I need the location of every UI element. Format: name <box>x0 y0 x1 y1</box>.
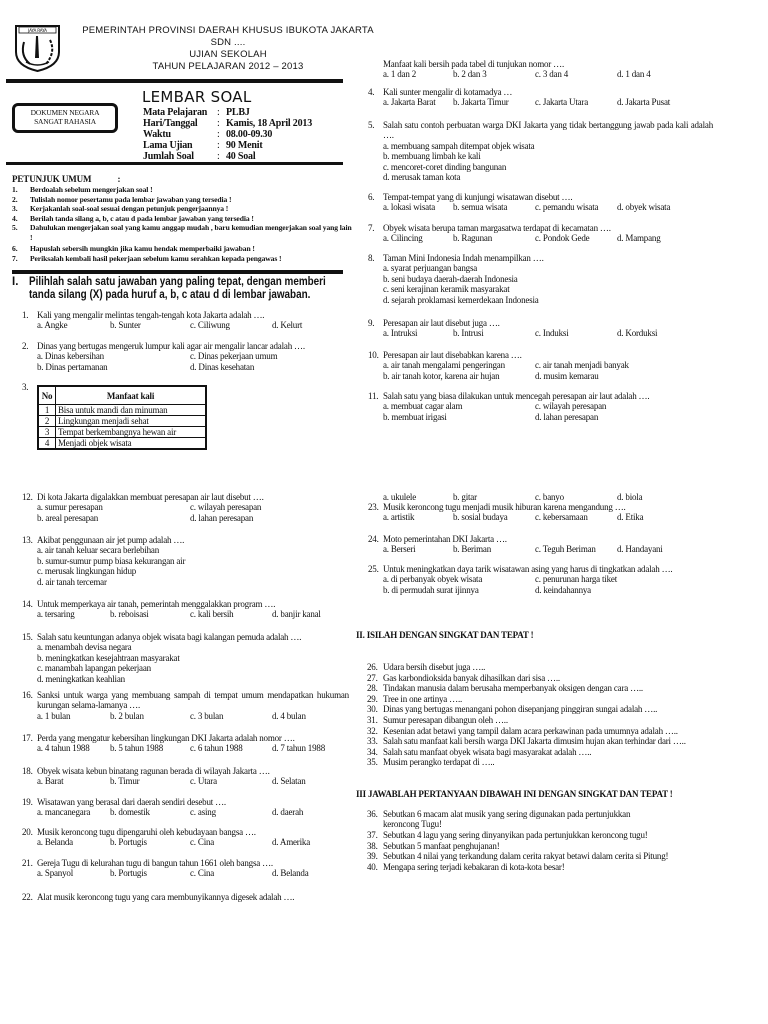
answer-option: d. air tanah tercemar <box>37 576 107 587</box>
header-line-4: TAHUN PELAJARAN 2012 – 2013 <box>152 61 304 72</box>
answer-option: d. Handayani <box>617 544 663 555</box>
essay-question: Sumur peresapan dibangun oleh ….. <box>383 715 508 725</box>
answer-option: c. Teguh Beriman <box>535 544 596 555</box>
question-number: 9. <box>368 318 375 328</box>
answer-option: c. 3 bulan <box>190 710 224 721</box>
table-row <box>38 438 206 450</box>
table-cell-no: 3 <box>38 427 56 438</box>
instruction-number: 6. <box>12 244 18 253</box>
essay-number: 39. <box>367 851 378 861</box>
field-label: Hari/Tanggal <box>143 118 198 129</box>
answer-option: b. 2 bulan <box>110 710 144 721</box>
answer-option: b. Sunter <box>110 320 141 331</box>
table-header-no: No <box>38 386 56 405</box>
question-number: 5. <box>368 120 375 130</box>
table-row <box>38 405 206 416</box>
secret-document-box <box>12 103 118 133</box>
essay-number: 34. <box>367 746 378 757</box>
question-text: Taman Mini Indonesia Indah menampilkan …. <box>383 253 544 263</box>
essay-question: Tree in one artinya ….. <box>383 693 463 704</box>
answer-option: a. Spanyol <box>37 868 73 879</box>
question-text: Salah satu contoh perbuatan warga DKI Jakarta yang tidak bertanggung jawab pada kali adalah …. <box>383 120 713 140</box>
answer-option: c. 6 tahun 1988 <box>190 743 243 754</box>
field-value: 40 Soal <box>226 151 256 162</box>
question-number: 2. <box>22 341 29 351</box>
table-cell-no: 2 <box>38 416 56 427</box>
answer-option: b. Jakarta Timur <box>453 97 509 108</box>
question-number: 19. <box>22 797 33 807</box>
question-number: 17. <box>22 733 33 743</box>
answer-option: a. 4 tahun 1988 <box>37 743 90 754</box>
table-row <box>38 416 206 427</box>
answer-option: b. semua wisata <box>453 202 508 213</box>
section-1-number: I. <box>12 276 19 288</box>
essay-question: Mengapa sering terjadi kebakaran di kota-kota besar! <box>383 862 565 872</box>
essay-number: 29. <box>367 693 378 704</box>
table-cell-no: 1 <box>38 405 56 416</box>
answer-option: c. Induksi <box>535 328 569 339</box>
answer-option: b. reboisasi <box>110 609 149 620</box>
answer-option: b. 5 tahun 1988 <box>110 743 163 754</box>
question-text: Kali sunter mengalir di kotamadya … <box>383 87 513 97</box>
question-number: 12. <box>22 492 33 502</box>
essay-number: 33. <box>367 736 378 747</box>
question-number: 1. <box>22 310 29 320</box>
answer-option: a. Angke <box>37 320 68 331</box>
answer-option: a. air tanah keluar secara berlebihan <box>37 545 160 556</box>
answer-option: b. meningkatkan kesejahtraan masyarakat <box>37 652 180 663</box>
field-colon: : <box>217 118 220 129</box>
answer-option: d. Selatan <box>272 776 306 787</box>
answer-option: b. membuang limbah ke kali <box>383 151 481 162</box>
essay-number: 35. <box>367 757 378 768</box>
field-colon: : <box>217 107 220 118</box>
manfaat-kali-table <box>37 385 207 450</box>
instruction-item: Kerjakanlah soal-soal sesuai dengan petunjuk pengerjaannya ! <box>30 204 229 213</box>
question-text: Kali yang mengalir melintas tengah-tengah kota Jakarta adalah …. <box>37 310 265 320</box>
question-number: 15. <box>22 632 33 642</box>
instruction-item: Berdoalah sebelum mengerjakan soal ! <box>30 185 153 194</box>
instructions-colon: : <box>117 174 121 184</box>
answer-option: a. Cilincing <box>383 233 423 244</box>
section-1-line-2: tanda silang (X) pada huruf a, b, c atau d di lembar jawaban. <box>29 289 311 301</box>
question-number: 22. <box>22 892 33 902</box>
essay-number: 37. <box>367 830 378 840</box>
question-number: 24. <box>368 534 379 544</box>
answer-option: d. 4 bulan <box>272 710 306 721</box>
question-text: Manfaat kali bersih pada tabel di tunjukan nomor …. <box>383 59 564 69</box>
answer-option: a. di perbanyak obyek wisata <box>383 574 483 585</box>
answer-option: c. wilayah peresapan <box>535 401 607 412</box>
answer-option: c. penurunan harga tiket <box>535 574 618 585</box>
answer-option: d. banjir kanal <box>272 609 321 620</box>
instructions-divider <box>12 270 343 274</box>
question-number: 21. <box>22 858 33 868</box>
answer-option: b. Portugis <box>110 868 147 879</box>
answer-option: a. Belanda <box>37 837 73 848</box>
answer-option: c. Utara <box>190 776 217 787</box>
answer-option: b. Dinas pertamanan <box>37 361 108 372</box>
answer-option: b. seni budaya daerah-daerah Indonesia <box>383 273 518 284</box>
instruction-number: 3. <box>12 204 18 213</box>
answer-option: b. Timur <box>110 776 140 787</box>
answer-option: d. Mampang <box>617 233 661 244</box>
table-cell-manfaat: Tempat berkembangnya hewan air <box>56 427 207 438</box>
question-number: 8. <box>368 253 375 263</box>
secret-box-line-1: DOKUMEN NEGARA <box>30 108 100 117</box>
answer-option: a. 1 dan 2 <box>383 69 416 80</box>
instruction-item: Tulislah nomor pesertamu pada lembar jawaban yang tersedia ! <box>30 195 232 204</box>
answer-option: c. Jakarta Utara <box>535 97 589 108</box>
essay-question: Salah satu manfaat obyek wisata bagi masyarakat adalah ….. <box>383 746 592 757</box>
question-text: Wisatawan yang berasal dari daerah sendiri desebut …. <box>37 797 226 807</box>
field-colon: : <box>217 151 220 162</box>
question-text: Perda yang mengatur kebersihan lingkungan DKI Jakarta adalah nomor …. <box>37 733 295 743</box>
answer-option: d. sejarah proklamasi kemerdekaan Indonesia <box>383 294 539 305</box>
question-text: Sanksi untuk warga yang membuang sampah di tempat umum mendapatkan hukuman kurungan selama-lamanya …. <box>37 690 349 710</box>
question-text: Tempat-tempat yang di kunjungi wisatawan disebut …. <box>383 192 573 202</box>
section-1-heading <box>12 276 374 302</box>
table-cell-no: 4 <box>38 438 56 450</box>
instruction-number: 7. <box>12 254 18 263</box>
field-value: 08.00-09.30 <box>226 129 273 140</box>
table-cell-manfaat: Lingkungan menjadi sehat <box>56 416 207 427</box>
field-value: PLBJ <box>226 107 250 118</box>
answer-option: d. 7 tahun 1988 <box>272 743 325 754</box>
fields-divider <box>6 162 343 165</box>
question-text: Untuk memperkaya air tanah, pemerintah menggalakkan program …. <box>37 599 276 609</box>
answer-option: a. 1 bulan <box>37 710 71 721</box>
answer-option: d. keindahannya <box>535 584 591 595</box>
essay-question: Musim perangko terdapat di ….. <box>383 757 495 768</box>
essay-question: Kesenian adat betawi yang tampil dalam acara perkawinan pada umumnya adalah ….. <box>383 725 678 736</box>
answer-option: d. merusak taman kota <box>383 172 461 182</box>
answer-option: c. wilayah peresapan <box>190 502 262 513</box>
field-label: Waktu <box>143 129 171 140</box>
answer-option: c. Cina <box>190 868 215 879</box>
question-text: Di kota Jakarta digalakkan membuat peresapan air laut disebut …. <box>37 492 264 502</box>
essay-question: Tindakan manusia dalam berusaha memperbanyak oksigen dengan cara ….. <box>383 683 643 694</box>
answer-option: c. asing <box>190 807 216 818</box>
svg-text:JAYA RAYA: JAYA RAYA <box>28 28 47 33</box>
essay-question-continued: keroncong Tugu! <box>383 819 442 830</box>
essay-question: Gas karbondioksida banyak dihasilkan dari sisa ….. <box>383 672 560 683</box>
answer-option: c. manambah lapangan pekerjaan <box>37 663 151 674</box>
table-header-manfaat: Manfaat kali <box>56 386 207 405</box>
field-label: Jumlah Soal <box>143 151 194 162</box>
answer-option: d. lahan peresapan <box>535 411 599 422</box>
question-number: 13. <box>22 535 33 545</box>
answer-option: a. menambah devisa negara <box>37 642 132 653</box>
field-colon: : <box>217 129 220 140</box>
answer-option: b. gitar <box>453 492 477 502</box>
answer-option: a. ukulele <box>383 492 416 502</box>
table-cell-manfaat: Bisa untuk mandi dan minuman <box>56 405 207 416</box>
answer-option: a. sumur peresapan <box>37 502 103 513</box>
question-number: 10. <box>368 350 379 360</box>
instruction-number: 4. <box>12 214 18 223</box>
answer-option: b. Intrusi <box>453 328 484 339</box>
answer-option: b. Portugis <box>110 837 147 848</box>
essay-question: Sebutkan 4 lagu yang sering dinyanyikan pada pertunjukkan keroncong tugu! <box>383 830 648 840</box>
instruction-number: 2. <box>12 195 18 204</box>
question-number: 25. <box>368 564 379 574</box>
answer-option: a. artistik <box>383 512 415 523</box>
instructions-title <box>12 175 120 185</box>
question-number: 16. <box>22 690 33 700</box>
instruction-item: Periksalah kembali hasil pekerjaan sebelum kamu serahkan kepada pengawas ! <box>30 254 282 263</box>
answer-option: d. musim kemarau <box>535 370 599 381</box>
instruction-number: 1. <box>12 185 18 194</box>
answer-option: c. pemandu wisata <box>535 202 599 213</box>
answer-option: a. Intruksi <box>383 328 418 339</box>
answer-option: d. Dinas kesehatan <box>190 361 255 372</box>
answer-option: d. daerah <box>272 807 304 818</box>
question-text: Salah satu yang biasa dilakukan untuk mencegah peresapan air laut adalah …. <box>383 391 650 401</box>
answer-option: a. mancanegara <box>37 807 91 818</box>
answer-option: d. obyek wisata <box>617 202 671 213</box>
question-number: 4. <box>368 87 375 97</box>
question-number: 3. <box>22 382 29 392</box>
question-text: Musik keroncong tugu menjadi musik hiburan karena mengandung …. <box>383 502 626 512</box>
essay-number: 30. <box>367 704 378 715</box>
answer-option: a. Barat <box>37 776 64 787</box>
essay-question: Udara bersih disebut juga ….. <box>383 662 486 672</box>
answer-option: d. Etika <box>617 512 644 523</box>
question-number: 14. <box>22 599 33 609</box>
answer-option: c. seni kerajinan keramik masyarakat <box>383 284 510 295</box>
field-label: Mata Pelajaran <box>143 107 208 118</box>
answer-option: c. mencoret-coret dinding bangunan <box>383 161 507 172</box>
field-value: Kamis, 18 April 2013 <box>226 118 313 129</box>
question-text: Peresapan air laut disebut juga …. <box>383 318 500 328</box>
answer-option: c. Cina <box>190 837 215 848</box>
question-number: 20. <box>22 827 33 837</box>
answer-option: d. Kelurt <box>272 320 303 331</box>
essay-question: Dinas yang bertugas menangani pohon disepanjang pinggiran sungai adalah ….. <box>383 704 658 715</box>
question-number: 7. <box>368 223 375 233</box>
section-3-heading: III JAWABLAH PERTANYAAN DIBAWAH INI DENGAN SINGKAT DAN TEPAT ! <box>356 789 673 799</box>
question-text: Dinas yang bertugas mengeruk lumpur kali agar air mengalir lancar adalah …. <box>37 341 305 351</box>
header-line-2: SDN .... <box>210 37 246 48</box>
answer-option: b. membuat irigasi <box>383 411 447 422</box>
answer-option: c. 3 dan 4 <box>535 69 568 80</box>
answer-option: b. 2 dan 3 <box>453 69 487 80</box>
question-text: Gereja Tugu di kelurahan tugu di bangun tahun 1661 oleh bangsa …. <box>37 858 273 868</box>
essay-number: 38. <box>367 841 378 851</box>
answer-option: b. di permudah surat ijinnya <box>383 584 479 595</box>
essay-number: 28. <box>367 683 378 694</box>
section-1-line-1: Pilihlah salah satu jawaban yang paling tepat, dengan memberi <box>29 276 326 288</box>
jakarta-crest-logo <box>14 22 61 72</box>
header-divider <box>6 79 343 83</box>
instruction-item: Berilah tanda silang a, b, c atau d pada lembar jawaban yang tersedia ! <box>30 214 254 223</box>
answer-option: b. domestik <box>110 807 150 818</box>
answer-option: a. Jakarta Barat <box>383 97 436 108</box>
answer-option: d. Amerika <box>272 837 310 848</box>
question-text: Obyek wisata berupa taman margasatwa terdapat di kecamatan …. <box>383 223 611 233</box>
question-number: 11. <box>368 391 379 401</box>
instruction-item: Dahulukan mengerjakan soal yang kamu anggap mudah , baru kemudian mengerjakan soal yang lain ! <box>30 223 352 242</box>
answer-option: d. lahan peresapan <box>190 512 254 523</box>
question-number: 23. <box>368 502 379 512</box>
answer-option: c. Ciliwung <box>190 320 230 331</box>
question-text: Obyek wisata kebun binatang ragunan berada di wilayah Jakarta …. <box>37 766 270 776</box>
answer-option: c. Pondok Gede <box>535 233 590 244</box>
question-number: 6. <box>368 192 375 202</box>
essay-number: 40. <box>367 862 378 872</box>
essay-number: 32. <box>367 725 378 736</box>
answer-option: c. banyo <box>535 492 564 502</box>
answer-option: d. 1 dan 4 <box>617 69 651 80</box>
answer-option: a. lokasi wisata <box>383 202 436 213</box>
header-line-1: PEMERINTAH PROVINSI DAERAH KHUSUS IBUKOTA JAKARTA <box>82 25 374 36</box>
question-text: Alat musik keroncong tugu yang cara membunyikannya digesek adalah …. <box>37 892 295 902</box>
answer-option: b. areal peresapan <box>37 512 99 523</box>
essay-number: 26. <box>367 662 378 672</box>
answer-option: b. sumur-sumur pump biasa kekurangan air <box>37 555 186 566</box>
essay-number: 31. <box>367 715 378 725</box>
instruction-item: Hapuslah sebersih mungkin jika kamu hendak memperbaiki jawaban ! <box>30 244 255 253</box>
essay-question: Salah satu manfaat kali bersih warga DKI Jakarta dimusim hujan akan terhindar dari ….. <box>383 736 686 747</box>
answer-option: b. air tanah kotor, karena air hujan <box>383 370 500 381</box>
answer-option: a. syarat perjuangan bangsa <box>383 263 478 274</box>
secret-box-line-2: SANGAT RAHASIA <box>34 117 96 126</box>
answer-option: d. Korduksi <box>617 328 658 339</box>
answer-option: a. Dinas kebersihan <box>37 351 104 362</box>
answer-option: b. Beriman <box>453 544 491 555</box>
question-text: Musik keroncong tugu dipengaruhi oleh kebudayaan bangsa …. <box>37 827 256 837</box>
answer-option: a. air tanah mengalami pengeringan <box>383 360 505 371</box>
question-text: Untuk meningkatkan daya tarik wisatawan asing yang harus di tingkatkan adalah …. <box>383 564 673 574</box>
question-number: 18. <box>22 766 33 776</box>
answer-option: a. membuang sampah ditempat objek wisata <box>383 140 535 151</box>
question-text: Salah satu keuntungan adanya objek wisata bagi kalangan pemuda adalah …. <box>37 632 302 642</box>
section-2-heading: II. ISILAH DENGAN SINGKAT DAN TEPAT ! <box>356 630 534 640</box>
question-text: Moto pemerintahan DKI Jakarta …. <box>383 534 507 544</box>
answer-option: c. kebersamaan <box>535 512 588 523</box>
answer-option: d. biola <box>617 492 643 502</box>
sheet-title: LEMBAR SOAL <box>142 88 252 106</box>
essay-number: 27. <box>367 672 378 683</box>
table-cell-manfaat: Menjadi objek wisata <box>56 438 207 450</box>
essay-number: 36. <box>367 809 378 819</box>
table-row <box>38 427 206 438</box>
field-colon: : <box>217 140 220 151</box>
field-value: 90 Menit <box>226 140 263 151</box>
answer-option: d. Belanda <box>272 868 309 879</box>
answer-option: d. Jakarta Pusat <box>617 97 671 108</box>
instruction-number: 5. <box>12 223 18 232</box>
answer-option: c. kali bersih <box>190 609 234 620</box>
header-line-3: UJIAN SEKOLAH <box>189 49 267 60</box>
answer-option: d. meningkatkan keahlian <box>37 673 125 684</box>
answer-option: a. Berseri <box>383 544 416 555</box>
answer-option: a. tersaring <box>37 609 75 620</box>
answer-option: c. air tanah menjadi banyak <box>535 360 629 371</box>
answer-option: b. sosial budaya <box>453 512 508 523</box>
answer-option: b. Ragunan <box>453 233 492 244</box>
answer-option: c. merusak lingkungan hidup <box>37 566 137 577</box>
question-text: Peresapan air laut disebabkan karena …. <box>383 350 522 360</box>
field-label: Lama Ujian <box>143 140 193 151</box>
question-text: Akibat penggunaan air jet pump adalah …. <box>37 535 185 545</box>
answer-option: a. membuat cagar alam <box>383 401 463 412</box>
instructions-title-text: PETUNJUK UMUM <box>12 174 92 184</box>
answer-option: c. Dinas pekerjaan umum <box>190 351 278 362</box>
essay-question: Sebutkan 4 nilai yang terkandung dalam cerita rakyat betawi dalam cerita si Pitung! <box>383 851 669 861</box>
essay-question: Sebutkan 6 macam alat musik yang sering digunakan pada pertunjukkan <box>383 809 631 819</box>
essay-question: Sebutkan 5 manfaat penghujanan! <box>383 841 500 851</box>
